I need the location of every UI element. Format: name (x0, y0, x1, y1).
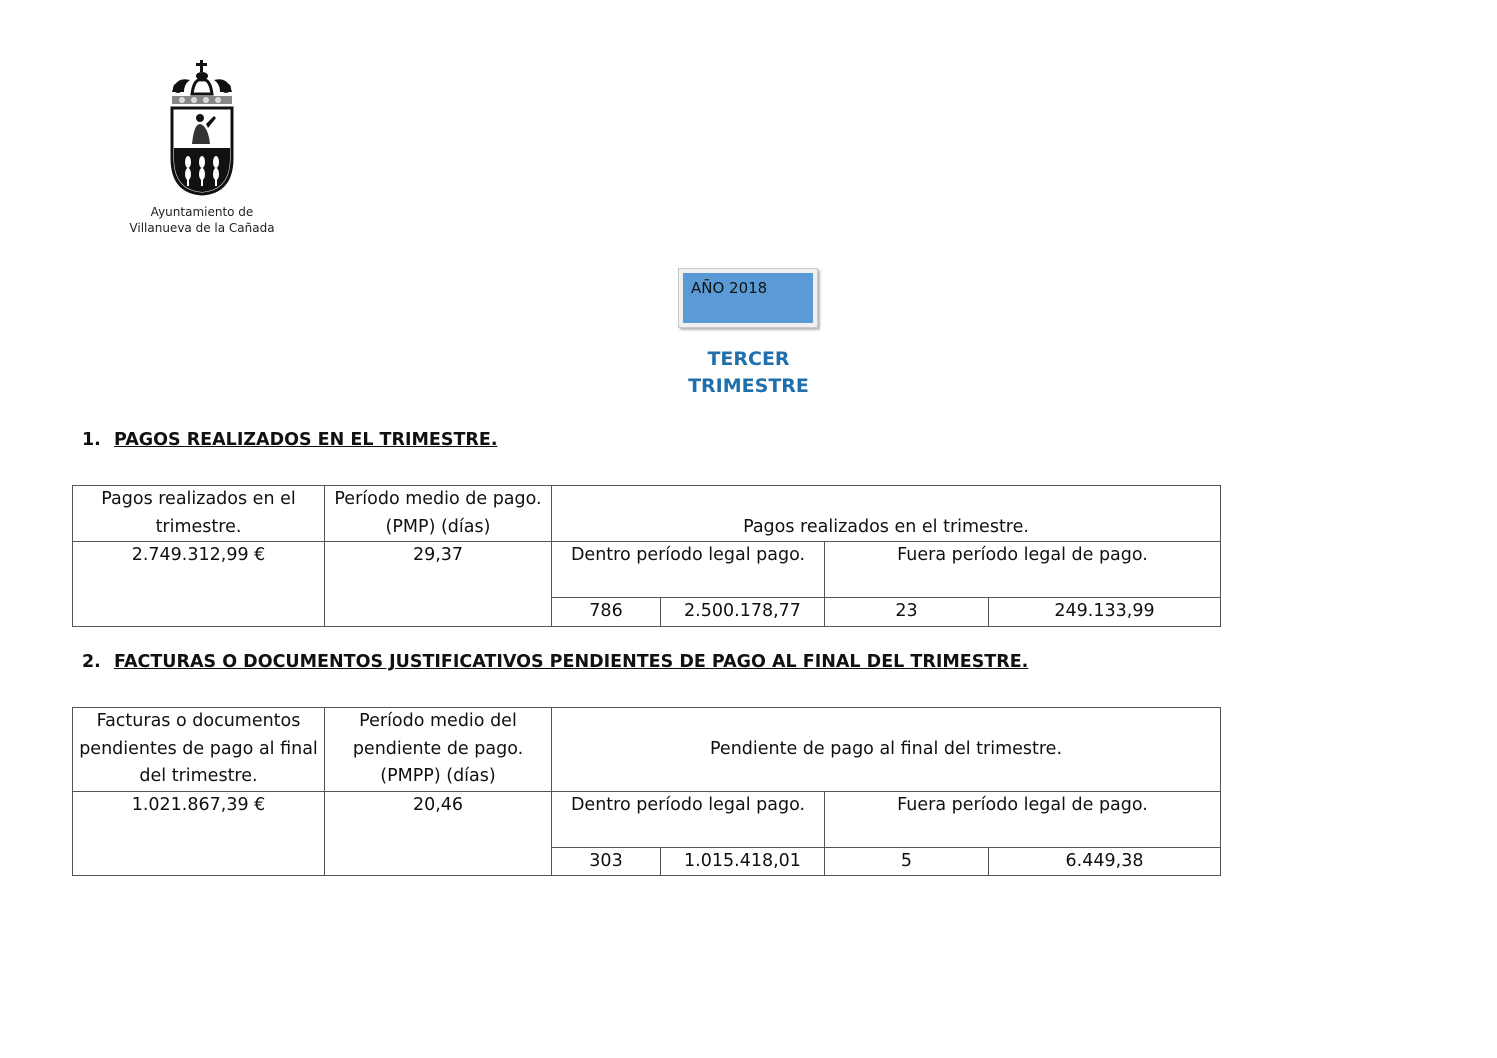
col2-header: Período medio de pago. (PMP) (días) (325, 486, 552, 542)
logo-line1: Ayuntamiento de (150, 205, 254, 219)
within-label: Dentro período legal pago. (552, 791, 825, 847)
outside-label: Fuera período legal de pago. (825, 542, 1221, 598)
pmp-cell: 29,37 (325, 542, 552, 627)
section2-number: 2. (82, 652, 101, 672)
total-cell: 1.021.867,39 € (73, 791, 325, 876)
outside-amount: 6.449,38 (989, 847, 1221, 876)
group-header: Pagos realizados en el trimestre. (552, 486, 1221, 542)
within-count: 303 (552, 847, 661, 876)
within-amount: 2.500.178,77 (661, 598, 825, 627)
pending-table (72, 707, 1221, 876)
col2-header: Período medio del pendiente de pago. (PMPP) (días) (325, 708, 552, 792)
total-cell: 2.749.312,99 € (73, 542, 325, 627)
outside-amount: 249.133,99 (989, 598, 1221, 627)
section2-heading (82, 652, 1028, 672)
pmpp-cell: 20,46 (325, 791, 552, 876)
outside-count: 5 (825, 847, 989, 876)
within-amount: 1.015.418,01 (661, 847, 825, 876)
col1-header: Facturas o documentos pendientes de pago al final del trimestre. (73, 708, 325, 792)
coat-of-arms-icon (162, 58, 242, 198)
municipal-logo (120, 58, 284, 236)
within-label: Dentro período legal pago. (552, 542, 825, 598)
page-title (600, 346, 897, 400)
within-count: 786 (552, 598, 661, 627)
outside-count: 23 (825, 598, 989, 627)
title-line1: TERCER (707, 348, 790, 370)
outside-label: Fuera período legal de pago. (825, 791, 1221, 847)
title-line2: TRIMESTRE (688, 375, 809, 397)
year-box (678, 268, 818, 328)
year-label: AÑO 2018 (691, 279, 768, 297)
payments-table (72, 485, 1221, 627)
logo-line2: Villanueva de la Cañada (129, 221, 275, 235)
col1-header: Pagos realizados en el trimestre. (73, 486, 325, 542)
section1-heading (82, 430, 497, 450)
section1-title: PAGOS REALIZADOS EN EL TRIMESTRE. (114, 430, 498, 450)
section2-title: FACTURAS O DOCUMENTOS JUSTIFICATIVOS PENDIENTES DE PAGO AL FINAL DEL TRIMESTRE. (114, 652, 1029, 672)
group-header: Pendiente de pago al final del trimestre. (552, 708, 1221, 792)
section1-number: 1. (82, 430, 101, 450)
